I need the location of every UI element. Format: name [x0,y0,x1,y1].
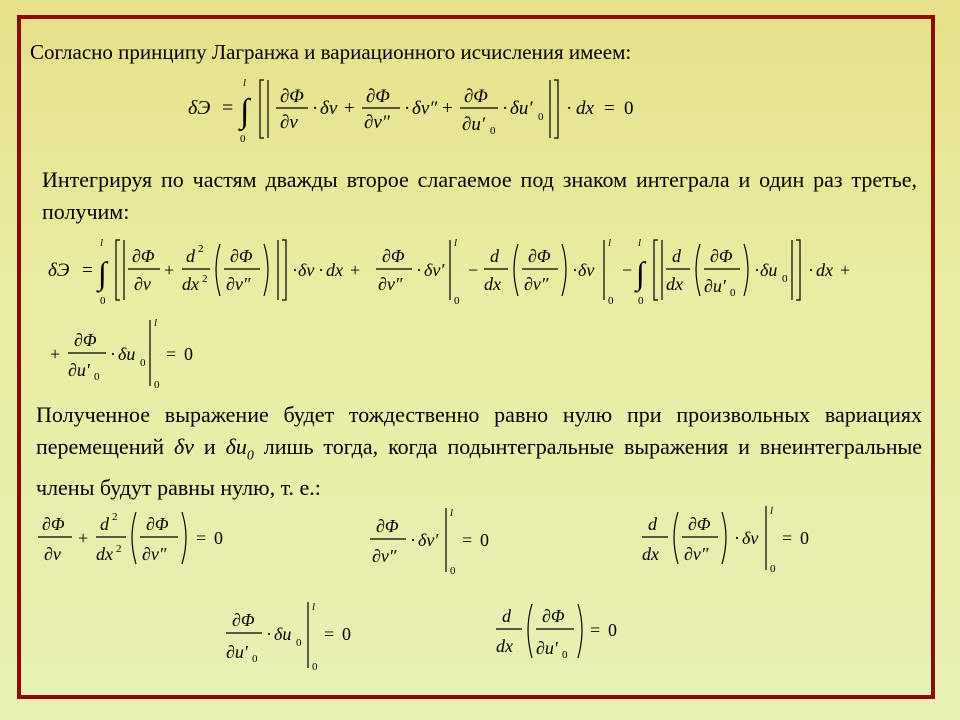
svg-text:l: l [100,237,104,249]
svg-text:=: = [82,260,93,281]
svg-text:0: 0 [450,565,456,577]
svg-text:+: + [840,260,851,280]
svg-text:·: · [110,344,116,364]
svg-text:∂Φ: ∂Φ [132,246,155,266]
svg-text:∫: ∫ [98,255,107,291]
svg-text:·: · [292,260,298,280]
condition-1 [36,504,236,574]
svg-text:∂Φ: ∂Φ [382,246,405,266]
svg-text:·: · [410,530,416,550]
svg-text:∂u′: ∂u′ [536,638,558,658]
svg-text:0: 0 [730,287,736,299]
svg-text:d: d [490,246,499,266]
condition-3 [640,504,830,574]
svg-text:dx: dx [642,544,659,564]
svg-text:dx: dx [496,636,513,656]
svg-text:0: 0 [480,530,489,550]
svg-text:∂v″: ∂v″ [378,274,403,294]
svg-text:∫: ∫ [240,93,250,130]
svg-text:dx: dx [326,260,343,280]
svg-text:∂Φ: ∂Φ [542,606,565,626]
svg-text:0: 0 [154,379,160,391]
svg-text:·: · [416,260,422,280]
svg-text:·: · [808,260,814,280]
svg-text:∂Φ: ∂Φ [74,330,97,350]
svg-text:d: d [672,246,681,266]
svg-text:0: 0 [538,111,544,123]
svg-text:=: = [166,344,177,364]
intro-text: Согласно принципу Лагранжа и вариационного исчисления имеем: [30,40,632,64]
svg-text:=: = [604,98,615,119]
condition-2 [368,506,508,576]
svg-text:δЭ: δЭ [188,97,211,119]
svg-text:=: = [462,530,473,550]
svg-text:·: · [266,624,272,644]
svg-text:dx: dx [666,274,683,294]
svg-text:∂Φ: ∂Φ [528,246,551,266]
svg-text:dx: dx [816,260,833,280]
conclusion-part-a: Полученное выражение будет тождественно равно нулю при произвольных вариациях перемещений [36,402,922,459]
svg-text:δv: δv [578,260,595,280]
svg-text:2: 2 [198,243,204,255]
svg-text:d: d [100,514,109,534]
svg-text:=: = [196,528,207,548]
svg-text:δv′: δv′ [424,260,445,280]
svg-text:∂Φ: ∂Φ [710,246,733,266]
svg-text:·: · [404,98,411,119]
svg-text:∂v: ∂v [280,112,298,133]
condition-4 [224,600,374,672]
svg-text:δv: δv [320,98,338,119]
svg-text:dx: dx [96,544,113,564]
svg-text:+: + [78,528,89,548]
svg-text:∂Φ: ∂Φ [230,246,253,266]
svg-text:∂v″: ∂v″ [524,274,549,294]
svg-text:0: 0 [140,357,146,369]
svg-text:δv: δv [298,260,315,280]
svg-text:∂v: ∂v [44,544,61,564]
svg-text:l: l [450,507,454,519]
svg-text:−: − [468,260,479,280]
var-delta-v: δv [173,434,194,459]
svg-text:∂Φ: ∂Φ [280,86,304,107]
svg-text:0: 0 [608,620,617,640]
svg-text:dx: dx [182,274,199,294]
svg-text:0: 0 [100,295,106,307]
svg-text:l: l [638,237,642,249]
svg-text:δЭ: δЭ [48,260,70,281]
svg-text:=: = [324,624,335,644]
svg-text:∂Φ: ∂Φ [366,86,390,107]
svg-text:d: d [186,246,195,266]
svg-text:0: 0 [624,98,634,119]
svg-text:dx: dx [576,98,594,119]
svg-text:δu: δu [118,344,136,364]
svg-text:·: · [318,260,324,280]
svg-text:·: · [502,98,509,119]
svg-text:l: l [312,601,316,613]
svg-text:δu: δu [760,260,778,280]
svg-text:l: l [154,317,158,329]
svg-text:0: 0 [562,649,568,661]
svg-text:0: 0 [240,133,246,145]
svg-text:l: l [770,505,774,517]
svg-text:0: 0 [94,371,100,383]
svg-text:l: l [243,77,247,89]
svg-text:+: + [164,260,175,280]
svg-text:∂v″: ∂v″ [142,544,167,564]
svg-text:·: · [754,260,760,280]
svg-text:=: = [222,97,234,119]
svg-text:∫: ∫ [636,255,645,291]
equation-integrated [48,232,878,312]
svg-text:∂v″: ∂v″ [364,112,390,133]
svg-text:0: 0 [252,653,258,665]
svg-text:∂u′: ∂u′ [704,276,726,296]
svg-text:∂u′: ∂u′ [462,114,486,135]
svg-text:0: 0 [184,344,193,364]
svg-text:0: 0 [342,624,351,644]
var-delta-u0: $\delta u_0$ [225,434,254,464]
svg-text:l: l [608,237,612,249]
svg-text:δv: δv [742,528,759,548]
svg-text:∂Φ: ∂Φ [464,86,488,107]
svg-text:2: 2 [202,273,208,285]
svg-text:+: + [350,260,361,280]
condition-5 [494,596,634,666]
svg-text:2: 2 [116,543,122,555]
svg-text:0: 0 [608,295,614,307]
svg-text:∂v: ∂v [134,274,151,294]
svg-text:+: + [50,344,61,364]
svg-text:0: 0 [454,295,460,307]
svg-text:δu′: δu′ [510,98,533,119]
svg-text:0: 0 [490,125,496,137]
svg-text:∂Φ: ∂Φ [376,516,399,536]
svg-text:·: · [566,98,573,119]
svg-text:∂Φ: ∂Φ [688,514,711,534]
svg-text:0: 0 [770,563,776,575]
svg-text:0: 0 [296,637,302,649]
svg-text:2: 2 [112,511,118,523]
svg-text:l: l [454,237,458,249]
svg-text:∂v″: ∂v″ [226,274,251,294]
conclusion-part-b: лишь тогда, когда подынтегральные выражения и внеинтегральные члены будут равны нулю, т. е.: [36,434,923,501]
svg-text:∂Φ: ∂Φ [232,610,255,630]
svg-text:δv″: δv″ [412,98,438,119]
svg-text:∂u′: ∂u′ [226,642,248,662]
svg-text:0: 0 [782,273,788,285]
conclusion-and: и [203,434,216,459]
svg-text:·: · [572,260,578,280]
svg-text:+: + [344,98,355,119]
svg-text:=: = [782,528,793,548]
svg-text:δu: δu [274,624,292,644]
svg-text:∂u′: ∂u′ [68,360,90,380]
svg-text:∂Φ: ∂Φ [146,514,169,534]
svg-text:−: − [622,260,633,280]
conclusion-text [36,399,922,504]
svg-text:0: 0 [312,661,318,673]
svg-text:·: · [312,98,319,119]
svg-text:δv′: δv′ [418,530,439,550]
svg-text:dx: dx [484,274,501,294]
equation-boundary-term [48,316,218,392]
svg-text:0: 0 [800,528,809,548]
step-text: Интегрируя по частям дважды второе слагаемое под знаком интеграла и один раз третье, получим: [42,167,917,224]
svg-text:0: 0 [638,295,644,307]
svg-text:·: · [734,528,740,548]
svg-text:d: d [502,606,511,626]
svg-text:0: 0 [214,528,223,548]
svg-text:d: d [648,514,657,534]
svg-text:∂v″: ∂v″ [684,544,709,564]
svg-text:∂Φ: ∂Φ [42,514,65,534]
equation-variation [180,72,660,152]
svg-text:∂v″: ∂v″ [372,546,397,566]
svg-text:+: + [442,98,453,119]
svg-text:=: = [590,620,601,640]
